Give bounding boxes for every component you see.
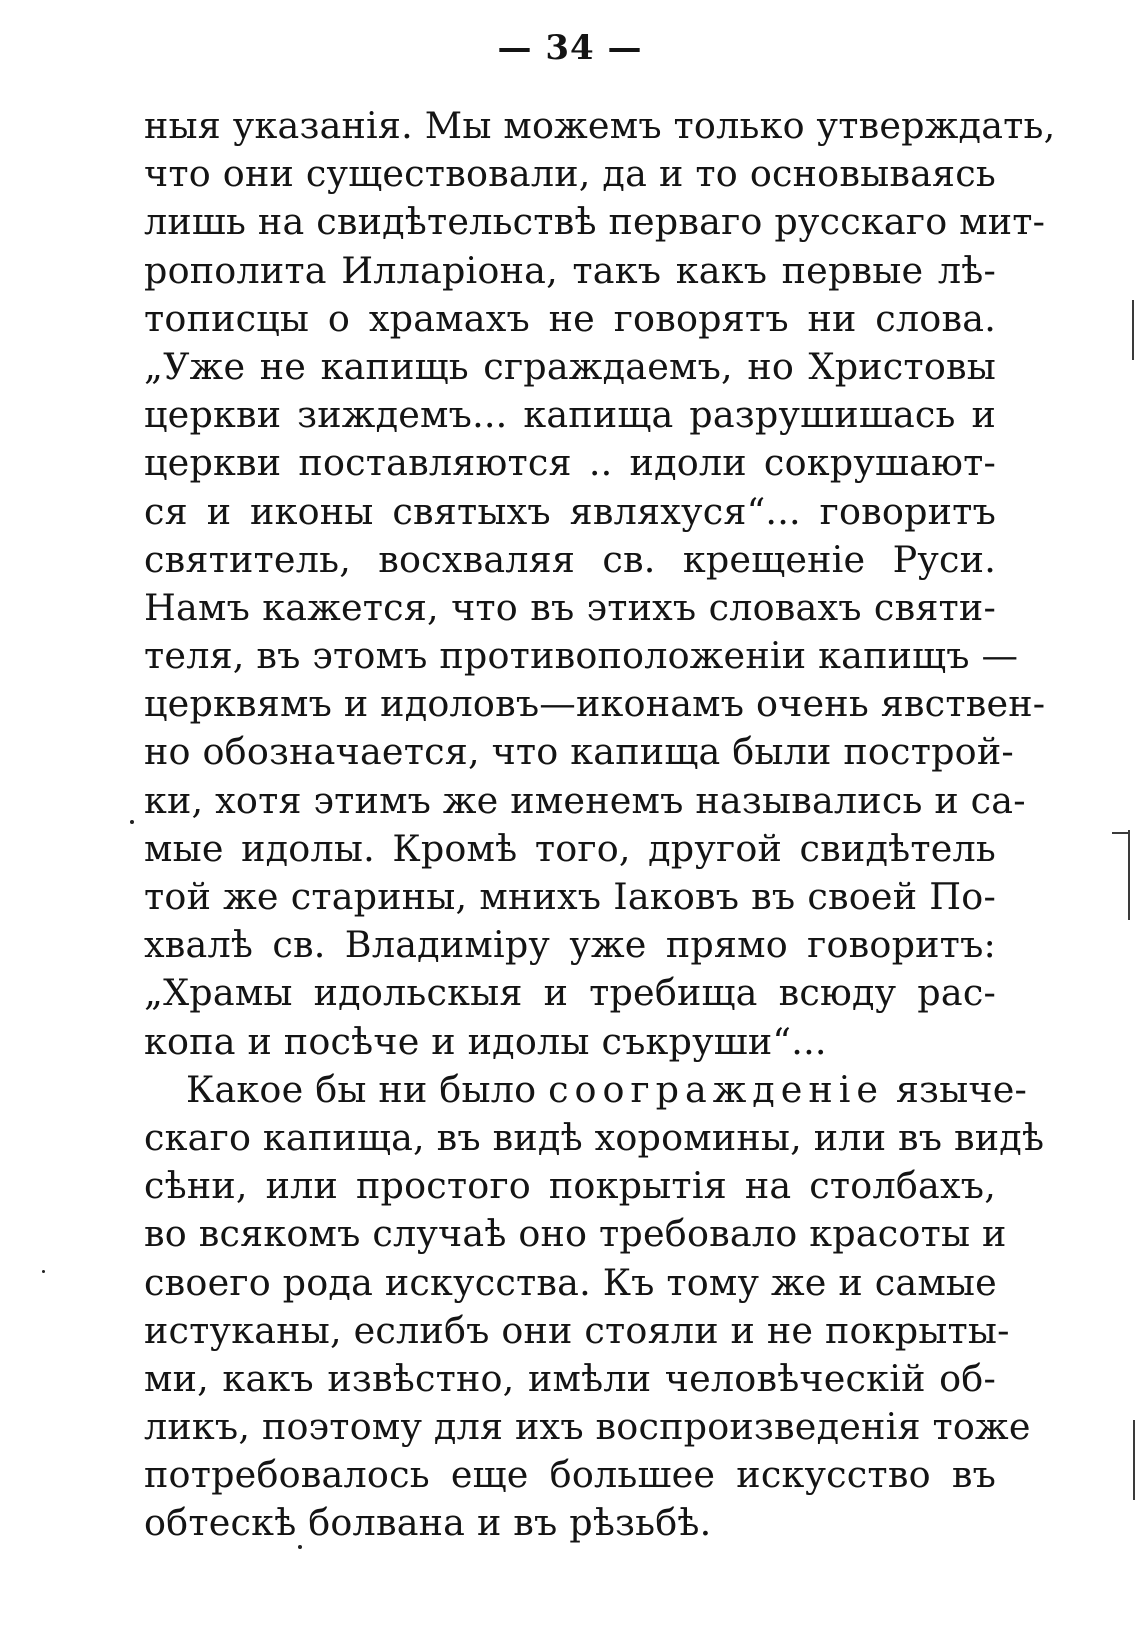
- text-line: церкви зиждемъ... капища разрушишась и: [144, 393, 996, 437]
- text-line: тописцы о храмахъ не говорятъ ни слова.: [144, 296, 996, 340]
- text-line: копа и посѣче и идолы съкруши“...: [144, 1019, 827, 1063]
- text-line: обтескѣ болвана и въ рѣзьбѣ.: [144, 1501, 712, 1545]
- text-line: во всякомъ случаѣ оно требовало красоты и: [144, 1212, 1007, 1256]
- text-line: „Уже не капищь сграждаемъ, но Христовы: [144, 344, 996, 388]
- text-fragment: языче-: [895, 1067, 1028, 1111]
- scan-speck: [298, 1545, 302, 1549]
- scan-edge-mark: [1112, 832, 1128, 834]
- text-line: лишь на свидѣтельствѣ перваго русскаго мит-: [144, 200, 1046, 244]
- text-line: ки, хотя этимъ же именемъ назывались и са-: [144, 778, 1026, 822]
- text-line: потребовалось еще большее искусство въ: [144, 1453, 996, 1497]
- page-text: [144, 102, 1056, 1548]
- text-line: рополита Илларіона, такъ какъ первые лѣ-: [144, 248, 996, 292]
- scan-edge-mark: [1133, 1420, 1135, 1500]
- text-line: ликъ, поэтому для ихъ воспроизведенія тоже: [144, 1405, 1031, 1449]
- text-line: своего рода искусства. Къ тому же и самые: [144, 1260, 997, 1304]
- text-line: сѣни, или простого покрытія на столбахъ,: [144, 1164, 996, 1208]
- scan-edge-mark: [1128, 830, 1130, 920]
- text-line: „Храмы идольскыя и требища всюду рас-: [144, 971, 996, 1015]
- text-line: святитель, восхваляя св. крещеніе Руси.: [144, 537, 996, 581]
- spaced-emphasis: соогражденіе: [548, 1067, 884, 1111]
- text-line: теля, въ этомъ противоположеніи капищъ —: [144, 634, 1019, 678]
- text-line: церкви поставляются .. идоли сокрушают-: [144, 441, 996, 485]
- text-line: той же старины, мнихъ Іаковъ въ своей По-: [144, 875, 996, 918]
- text-line: ныя указанія. Мы можемъ только утверждать,: [144, 104, 1056, 147]
- scan-edge-mark: [1132, 300, 1134, 360]
- text-line: хвалѣ св. Владиміру уже прямо говоритъ:: [144, 923, 996, 967]
- text-line: мые идолы. Кромѣ того, другой свидѣтель: [144, 826, 996, 870]
- page-number: — 34 —: [497, 28, 643, 68]
- text-line: Намъ кажется, что въ этихъ словахъ святи-: [144, 585, 996, 629]
- text-line: что они существовали, да и то основываясь: [144, 152, 996, 196]
- text-line: скаго капища, въ видѣ хоромины, или въ видѣ: [144, 1115, 1045, 1159]
- text-line: ми, какъ извѣстно, имѣли человѣческій об-: [144, 1356, 996, 1400]
- text-line: истуканы, еслибъ они стояли и не покрыты-: [144, 1308, 1010, 1352]
- scan-speck: [42, 1270, 45, 1273]
- text-line: ся и иконы святыхъ являхуся“... говоритъ: [144, 489, 996, 533]
- text-fragment: Какое бы ни было: [186, 1067, 537, 1111]
- text-line: но обозначается, что капища были построй-: [144, 730, 1014, 774]
- text-line: церквямъ и идоловъ—иконамъ очень явствен-: [144, 682, 1046, 726]
- paragraph-start-line: [144, 1066, 1028, 1114]
- scan-speck: [130, 820, 134, 824]
